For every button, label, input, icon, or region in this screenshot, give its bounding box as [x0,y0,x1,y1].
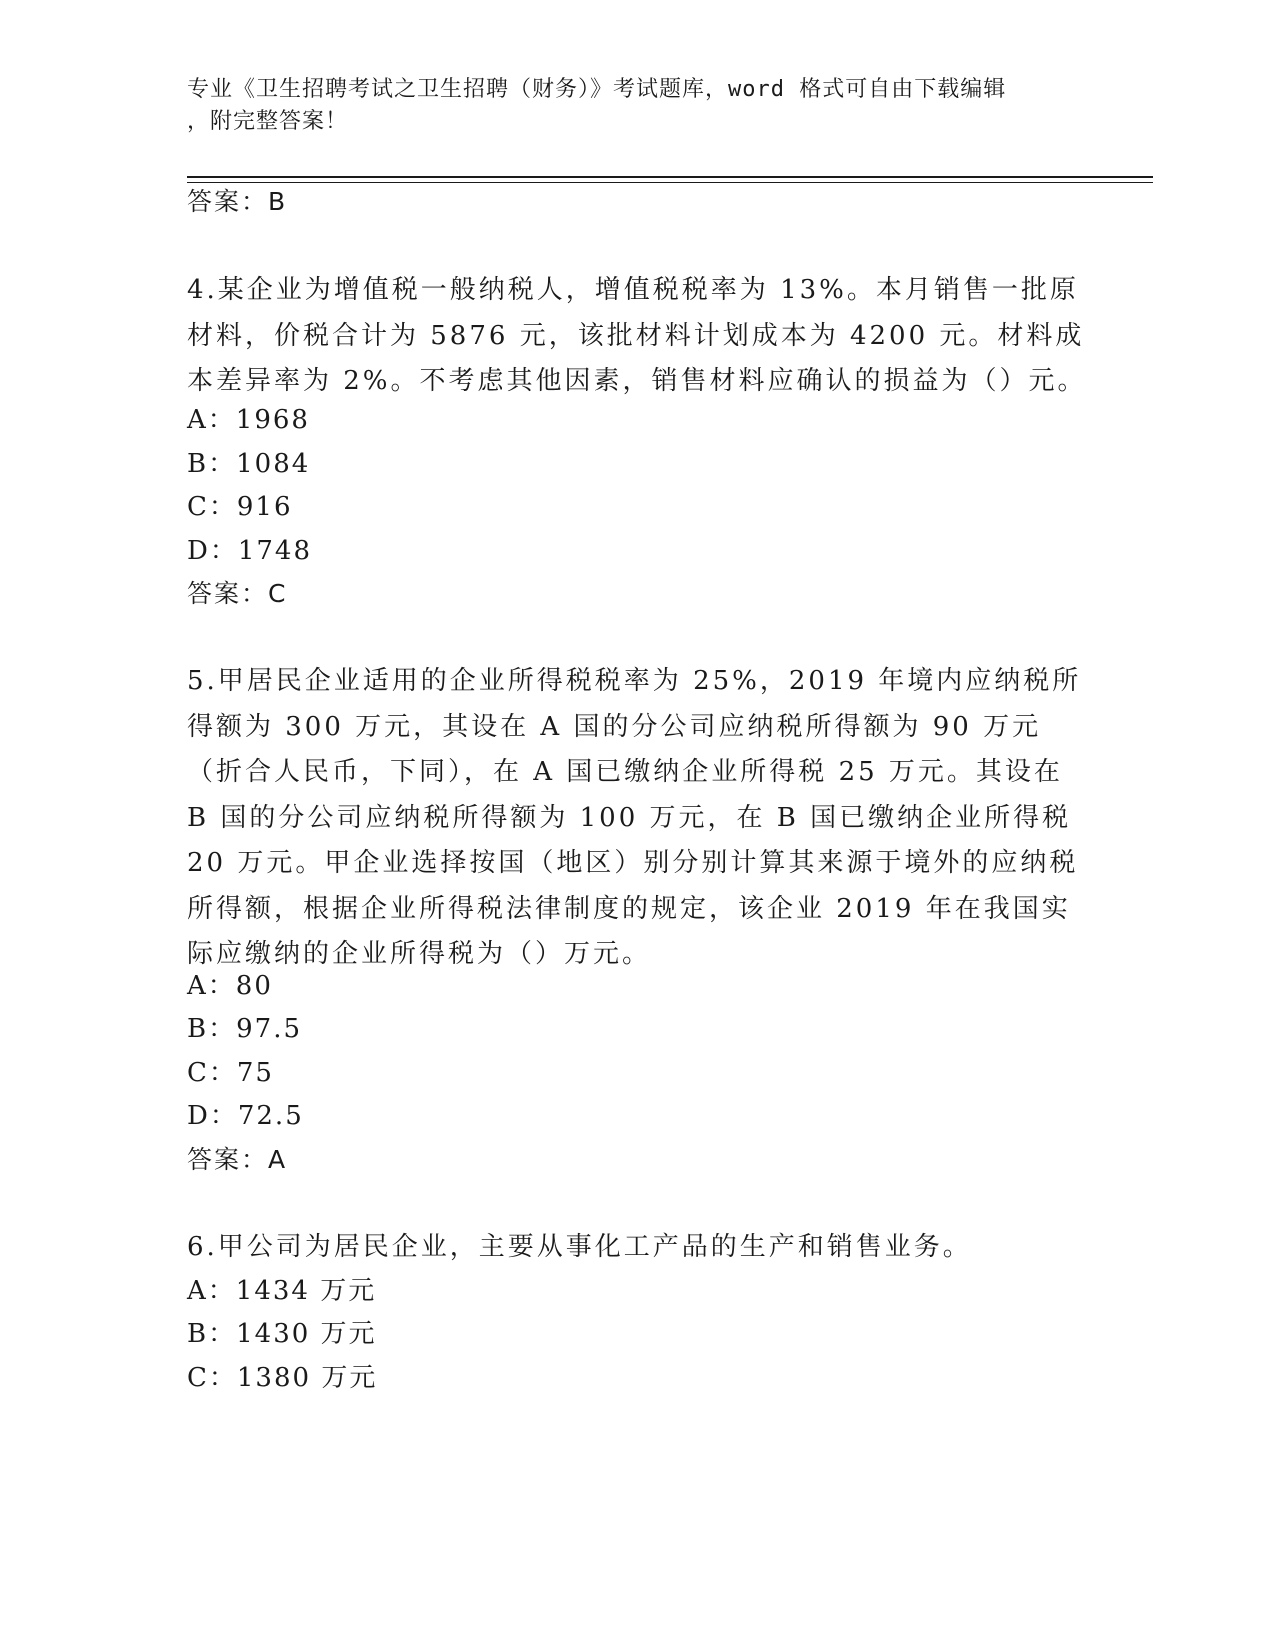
question-6-option-b: B：1430 万元 [187,1319,377,1349]
question-4-option-b: B：1084 [187,449,311,479]
question-5-option-a: A：80 [187,971,273,1001]
question-5-option-d: D：72.5 [187,1101,304,1131]
question-4-answer: 答案：C [187,579,288,608]
header-divider-thin [187,182,1153,183]
question-6-option-a: A：1434 万元 [187,1276,377,1306]
document-header: 专业《卫生招聘考试之卫生招聘（财务）》考试题库，word 格式可自由下载编辑 ，附完整答案！ [187,77,1007,134]
question-4-text: 4.某企业为增值税一般纳税人，增值税税率为 13%。本月销售一批原材料，价税合计为 5876 元，该批材料计划成本为 4200 元。材料成本差异率为 2%。不考虑其他因素，销售材料应确认的损益为（）元。 [187,275,1087,396]
header-divider-thick [187,176,1153,178]
question-6-text: 6.甲公司为居民企业，主要从事化工产品的生产和销售业务。 [187,1232,972,1262]
question-5-option-b: B：97.5 [187,1014,302,1044]
question-4-option-c: C：916 [187,492,293,522]
question-5-option-c: C：75 [187,1058,274,1088]
question-4-option-d: D：1748 [187,536,313,566]
previous-answer: 答案：B [187,187,288,216]
question-5-answer: 答案：A [187,1145,288,1174]
question-6-option-c: C：1380 万元 [187,1363,378,1393]
question-4-option-a: A：1968 [187,405,310,435]
question-5-text: 5.甲居民企业适用的企业所得税税率为 25%，2019 年境内应纳税所得额为 300 万元，其设在 A 国的分公司应纳税所得额为 90 万元（折合人民币，下同），在 A 国已缴纳企业所得税 25 万元。其设在 B 国的分公司应纳税所得额为 100 万元，在 B 国已缴纳企业所得税 20 万元。甲企业选择按国（地区）别分别计算其来源于境外的应纳税所得额，根据企业所得税法律制度的规定，该企业 2019 年在我国实际应缴纳的企业所得税为（）万元。 [187,666,1082,969]
